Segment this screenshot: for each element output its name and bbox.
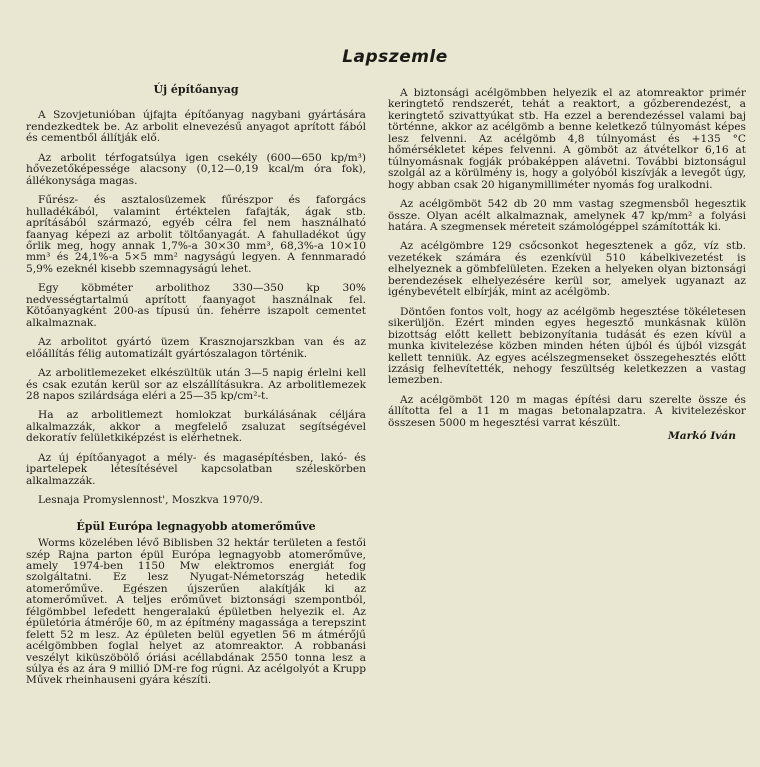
article1-paragraph: Az arbolitlemezeket elkészültük után 3—5 napig érlelni kell és csak ezután kerül sor az elszállításukra. Az arbolitlemezek 28 napos szilárdsága eléri a 25—35 kp/cm²-t. <box>26 367 366 402</box>
left-column <box>26 84 366 687</box>
article1-paragraph: Egy köbméter arbolithoz 330—350 kp 30% nedvességtartalmú aprított faanyagot használnak fel. Kötőanyagként 200-as típusú ún. fehérre iszapolt cementet alkalmaznak. <box>26 282 366 329</box>
article1-source: Lesnaja Promyslennost', Moszkva 1970/9. <box>38 494 263 507</box>
article2-paragraph: A biztonsági acélgömbben helyezik el az atomreaktor primér keringtető rendszerét, tehát a reaktort, a gőzberendezést, a keringtető szivattyúkat stb. Ha ezzel a berendezéssel valami baj történne, akkor az acélgömb a benne keletkező túlnyomást képes lesz felvenni. Az acélgömb 4,8 túlnyomást és +135 °C hőmérsékletet képes felvenni. A gömböt az átvételkor 6,16 at túlnyomásnak fogják próbaképpen alávetni. További biztonságul szolgál az a körülmény is, hogy a golyóból kiszívják a levegőt úgy, hogy abban csak 20 higanymilliméter nyomás fog uralkodni. <box>388 87 746 191</box>
article2-paragraph: Az acélgömbre 129 csőcsonkot hegesztenek a gőz, víz stb. vezetékek számára és ezenkívül 510 kábelkivezetést is elhelyeznek a gömbfelületen. Ezeken a helyeken olyan biztonsági berendezések elhelyezésére kerül sor, amelyek ugyanazt az igénybevételt elbírják, mint az acélgömb. <box>388 240 746 299</box>
article1-paragraph: Az arbolit térfogatsúlya igen csekély (600—650 kp/m³) hővezetőképessége alacsony (0,12—0,19 kcal/m óra fok), állékonysága magas. <box>26 151 366 187</box>
article2-paragraph: Az acélgömböt 120 m magas építési daru szerelte össze és állította fel a 11 m magas betonalapzatra. A kivitelezéskor összesen 5000 m hegesztési varrat készült. <box>388 393 746 429</box>
author-signature: Markó Iván <box>668 430 736 443</box>
article1-paragraph: Az arbolitot gyártó üzem Krasznojarszkban van és az előállítás félig automatizált gyártószalagon történik. <box>26 336 366 360</box>
right-column <box>388 88 746 443</box>
article1-paragraph: Fűrész- és asztalosüzemek fűrészpor és faforgács hulladékából, valamint értéktelen fafajták, ágak stb. aprításából származó, egyéb célra fel nem használható faanyag képezi az arbolit töltőanyagát. A fahulladékot úgy őrlik meg, hogy annak 1,7%-a 30×30 mm³, 68,3%-a 10×10 mm³ és 24,1%-a 5×5 mm² nagyságú legyen. A fennmaradó 5,9% ezeknél kisebb szemnagyságú lehet. <box>26 194 366 275</box>
article2-title: Épül Európa legnagyobb atomerőműve <box>76 519 316 533</box>
article2-paragraph: Döntően fontos volt, hogy az acélgömb hegesztése tökéletesen sikerüljön. Ezért minden egyes hegesztő munkásnak külön bizottság előtt kellett bebizonyítania tudását és ezen kívül a munka kivitelezése közben minden héten újból és újból vizsgát kellett tenniük. Az egyes acélszegmenseket összegehesztés előtt izzásig felhevítették, nehogy feszültség keletkezzen a vastag lemezben. <box>388 305 746 387</box>
article1-paragraph: Ha az arbolitlemezt homlokzat burkálásának céljára alkalmazzák, akkor a megfelelő zsaluzat segítségével dekoratív felületkiképzést is elérhetnek. <box>26 409 366 445</box>
article2-paragraph: Az acélgömböt 542 db 20 mm vastag szegmensből hegesztik össze. Olyan acélt alkalmaznak, amelynek 47 kp/mm² a folyási határa. A szegmensek méreteit számológéppel számították ki. <box>388 198 746 233</box>
section-title: Lapszemle <box>342 47 448 67</box>
article1-title: Új építőanyag <box>153 83 239 96</box>
article1-paragraph: Az új építőanyagot a mély- és magasépítésben, lakó- és ipartelepek létesítésével kapcsolatban széleskörben alkalmazzák. <box>26 451 366 487</box>
article1-paragraph: A Szovjetunióban újfajta építőanyag nagybani gyártására rendezkedtek be. Az arbolit elnevezésű anyagot aprított fából és cementből állítják elő. <box>26 109 366 145</box>
article2-paragraph-intro: Worms közelében lévő Biblisben 32 hektár területen a festői szép Rajna parton épül Európa legnagyobb atomerőműve, amely 1974-ben 1150 Mw elektromos energiát fog szolgáltatni. Ez lesz Nyugat-Németország hetedik atomerőműve. Egészen újszerűen alakítják ki az atomerőművet. A teljes erőművet biztonsági szempontból, félgömbbel lefedett hengeralakú épületben helyezik el. Az épületória átmérője 60, m az építmény magassága a terepszint felett 52 m lesz. Az épületen belül egyetlen 56 m átmérőjű acélgömbben foglal helyet az atomreaktor. A robbanási veszélyt kiküszöbölő óriási acéllabdának 2550 tonna lesz a súlya és az ára 9 millió DM-re fog rúgni. Az acélgolyót a Krupp Művek rheinhauseni gyára készíti. <box>26 537 366 687</box>
